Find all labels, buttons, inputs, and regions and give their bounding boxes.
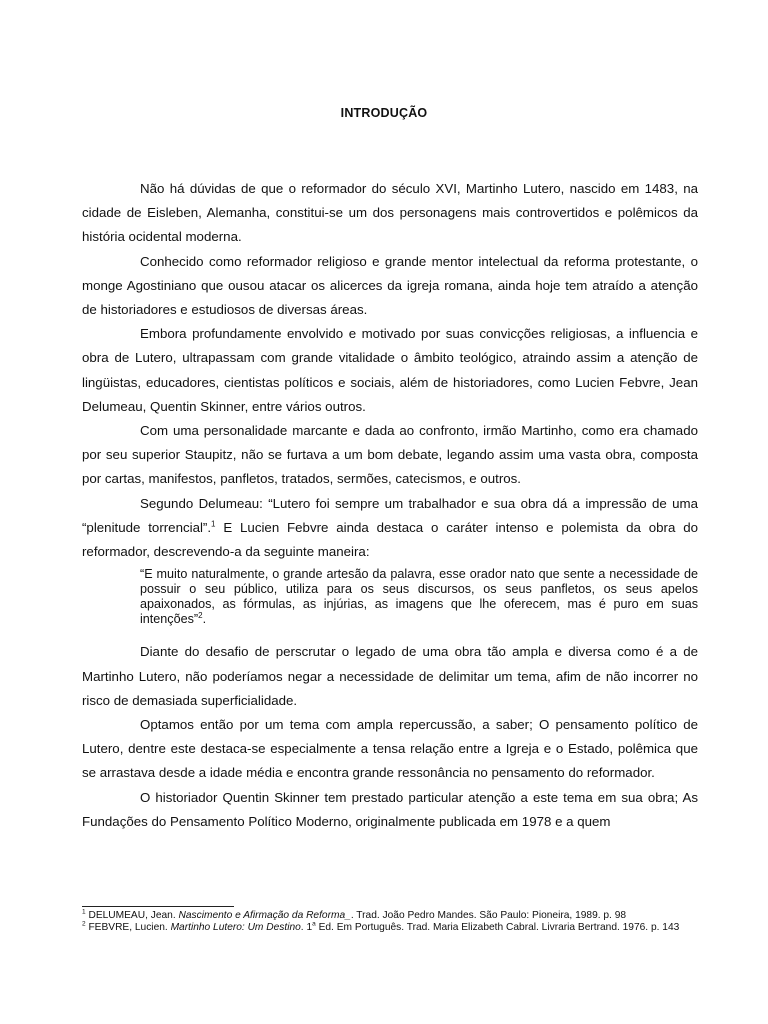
paragraph-6: Diante do desafio de perscrutar o legado de uma obra tão ampla e diversa como é a de Martinho Lutero, não poderíamos negar a necessidade de delimitar um tema, afim de não incorrer no risco de demasiada superficialidade. xyxy=(82,644,698,708)
footnote-1-rest: . Trad. João Pedro Mandes. São Paulo: Pioneira, 1989. p. 98 xyxy=(350,910,627,921)
footnote-ref-1: 1 xyxy=(211,519,216,529)
footnote-2-work: Martinho Lutero: Um Destino xyxy=(170,922,301,934)
paragraph-5-text-a: Segundo Delumeau: “Lutero foi sempre um trabalhador e sua obra dá a impressão de uma “plenitude torrencial”. xyxy=(82,495,698,535)
paragraph-8: O historiador Quentin Skinner tem prestado particular atenção a este tema em sua obra; As Fundações do Pensamento Político Moderno, originalmente publicada em 1978 e a quem xyxy=(82,789,698,829)
paragraph-1: Não há dúvidas de que o reformador do século XVI, Martinho Lutero, nascido em 1483, na cidade de Eisleben, Alemanha, constitui-se um dos personagens mais controvertidos e polêmicos da história ocidental moderna. xyxy=(82,181,698,245)
footnote-2-number: 2 xyxy=(82,921,86,929)
footnote-1-number: 1 xyxy=(82,908,86,916)
paragraph-2: Conhecido como reformador religioso e grande mentor intelectual da reforma protestante, o monge Agostiniano que ousou atacar os alicerces da igreja romana, ainda hoje tem atraído a atenção de historiadores e estudiosos de diversas áreas. xyxy=(82,253,698,318)
footnote-1 xyxy=(82,910,698,922)
block-quote-text: “E muito naturalmente, o grande artesão da palavra, esse orador nato que sente a necessidade de possuir o seu público, utiliza para os seus discursos, os seus panfletos, os seus apelos apaixonados, as fórmulas, as injúrias, as imagens que lhe oferecem, mas é puro em suas intenções” xyxy=(140,567,698,626)
page-title: INTRODUÇÃO xyxy=(340,106,428,120)
footnote-ref-2: 2 xyxy=(198,610,203,620)
footnote-2-rest-b: Ed. Em Português. Trad. Maria Elizabeth Cabral. Livraria Bertrand. 1976. p. 143 xyxy=(315,922,680,934)
footnote-2 xyxy=(82,922,698,934)
paragraph-5-text-b: E Lucien Febvre ainda destaca o caráter intenso e polemista da obra do reformador, descrevendo-a da seguinte maneira: xyxy=(82,519,698,560)
paragraph-3: Embora profundamente envolvido e motivado por suas convicções religiosas, a influencia e obra de Lutero, ultrapassam com grande vitalidade o âmbito teológico, atraindo assim a atenção de lingüistas, educadores, cientistas políticos e sociais, além de historiadores, como Lucien Febvre, Jean Delumeau, Quentin Skinner, entre vários outros. xyxy=(82,326,698,414)
paragraph-5 xyxy=(82,492,698,565)
block-quote-end: . xyxy=(202,611,207,626)
paragraph-7: Optamos então por um tema com ampla repercussão, a saber; O pensamento político de Lutero, dentre este destaca-se especialmente a tensa relação entre a Igreja e o Estado, polêmica que se arrastava desde a idade média e encontra grande ressonância no pensamento do reformador. xyxy=(82,717,698,781)
footnote-separator xyxy=(82,906,234,907)
footnotes xyxy=(82,910,698,935)
paragraph-4: Com uma personalidade marcante e dada ao confronto, irmão Martinho, como era chamado por seu superior Staupitz, não se furtava a um bom debate, legando assim uma vasta obra, composta por cartas, manifestos, panfletos, tratados, sermões, catecismos, e outros. xyxy=(82,423,698,487)
body-text xyxy=(82,177,698,834)
footnote-2-edition-mark: a xyxy=(312,921,316,929)
footnote-1-author: DELUMEAU, Jean. xyxy=(85,910,179,921)
block-quote xyxy=(140,567,698,626)
footnote-1-work: Nascimento e Afirmação da Reforma_ xyxy=(178,910,351,921)
footnote-2-author: FEBVRE, Lucien. xyxy=(85,922,171,934)
footnote-2-rest-a: . 1 xyxy=(300,922,313,934)
